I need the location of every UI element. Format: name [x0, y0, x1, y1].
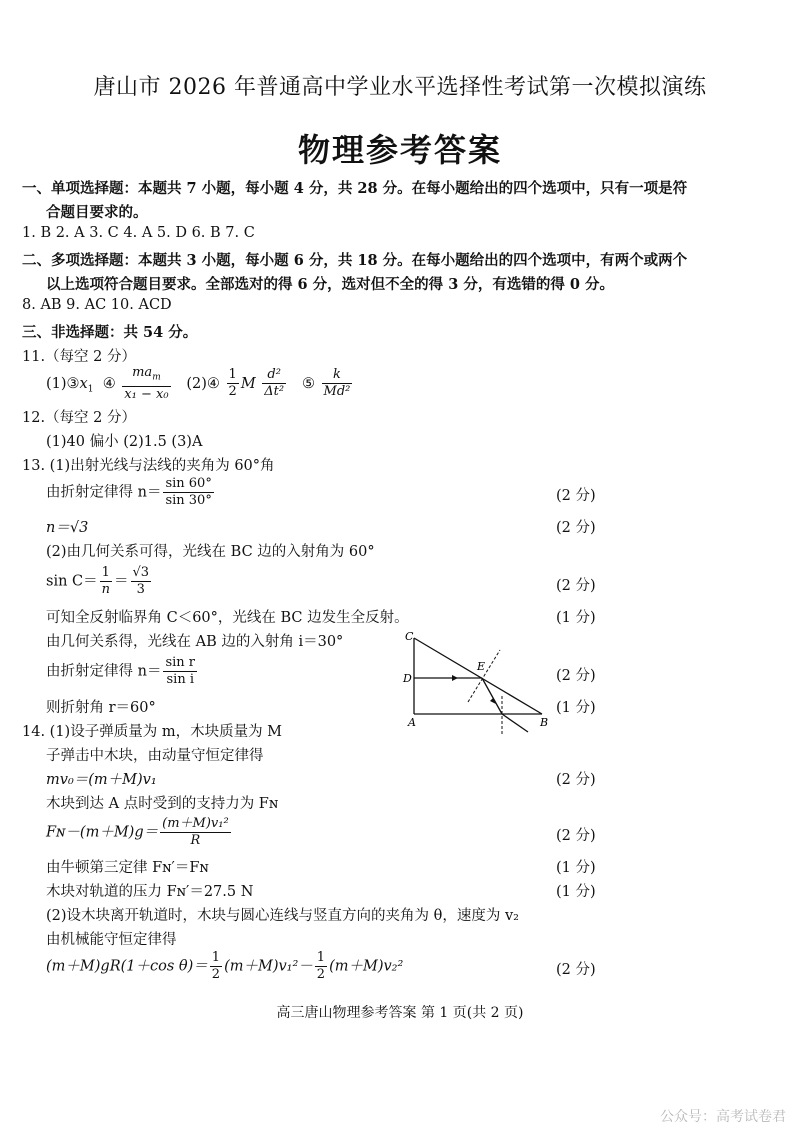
q14-line1: 14. (1)设子弹质量为 m，木块质量为 M — [22, 724, 283, 740]
q13-line6-score: (1 分) — [556, 610, 596, 626]
q11-half-den: 2 — [228, 384, 237, 400]
q11-frac2-den: Δt² — [264, 384, 285, 400]
q11-x1-sub: 1 — [87, 384, 94, 395]
q13-line8-frac — [163, 655, 197, 688]
section2-answers: 8. AB 9. AC 10. ACD — [22, 297, 172, 313]
q13-line6: 可知全反射临界角 C＜60°，光线在 BC 边发生全反射。 — [46, 610, 409, 626]
q13-line9: 则折射角 r＝60° — [46, 700, 156, 716]
q13-line5 — [46, 565, 153, 598]
section1-desc-line1: 一、单项选择题：本题共 7 小题，每小题 4 分，共 28 分。在每小题给出的四个选项中，只有一项是符 — [22, 180, 688, 197]
q14-line5-score: (2 分) — [556, 828, 596, 844]
exam-title: 唐山市 2026 年普通高中学业水平选择性考试第一次模拟演练 — [93, 75, 707, 100]
q13-line2-frac — [163, 476, 213, 509]
q11-half-num: 1 — [228, 367, 237, 383]
q11-p2: (2)④ — [186, 375, 220, 392]
q14-line7: 木块对轨道的压力 Fɴ′＝27.5 N — [46, 884, 254, 900]
q11-p5: ⑤ — [301, 375, 315, 392]
q14-line3-score: (2 分) — [556, 772, 596, 788]
q11-x1: x — [79, 375, 88, 392]
q13-line7: 由几何关系得，光线在 AB 边的入射角 i＝30° — [46, 634, 344, 650]
q14-line5 — [46, 816, 233, 849]
q13-line2-den: sin 30° — [165, 493, 212, 508]
q14-line5-frac — [160, 816, 231, 849]
section2-desc-line1: 二、多项选择题：本题共 3 小题，每小题 6 分，共 18 分。在每小题给出的四个选项中，有两个或两个 — [22, 252, 688, 269]
q14-line10-h2n: 1 — [316, 950, 326, 965]
q14-line5-pre: Fɴ－(m＋M)g＝ — [46, 824, 159, 841]
q11-frac3 — [322, 367, 353, 400]
q13-line2-score: (2 分) — [556, 488, 596, 504]
q14-line2: 子弹击中木块，由动量守恒定律得 — [46, 748, 264, 764]
q14-line7-score: (1 分) — [556, 884, 596, 900]
q13-line3-score: (2 分) — [556, 520, 596, 536]
q11-frac1-num-sub: m — [152, 372, 161, 383]
q13-line5-pre: sin C＝ — [46, 573, 98, 590]
q13-line5-num2: √3 — [132, 565, 150, 580]
q11-answers — [46, 365, 354, 408]
q11-M: M — [240, 375, 256, 392]
q11-head: 11.（每空 2 分） — [22, 349, 137, 365]
label-c: C — [405, 630, 414, 643]
label-d: D — [403, 672, 412, 685]
section1-desc-line2: 合题目要求的。 — [46, 204, 148, 221]
q11-p4: ④ — [102, 375, 116, 392]
q13-line2-pre: 由折射定律得 n＝ — [46, 484, 162, 501]
q13-line5-frac2 — [131, 565, 152, 598]
q11-half — [227, 367, 239, 400]
q13-line8-den: sin i — [166, 672, 194, 687]
light-ray-reflected — [482, 678, 502, 714]
q14-line8: (2)设木块离开轨道时，木块与圆心连线与竖直方向的夹角为 θ，速度为 v₂ — [46, 908, 519, 924]
q14-line10-half2 — [315, 950, 327, 983]
q13-line5-num: 1 — [100, 565, 112, 582]
q13-line8-score: (2 分) — [556, 668, 596, 684]
q11-frac3-num: k — [322, 367, 353, 384]
q14-line10 — [46, 950, 403, 983]
q11-frac1 — [122, 365, 170, 403]
light-ray-out — [502, 714, 528, 732]
label-a: A — [408, 716, 416, 729]
q11-frac3-den: Md² — [323, 384, 351, 400]
q14-line10-half1 — [210, 950, 222, 983]
q14-line10-score: (2 分) — [556, 962, 596, 978]
ray-arrow-1 — [452, 675, 458, 681]
document-title: 物理参考答案 — [297, 131, 502, 169]
q13-line3: n＝√3 — [46, 520, 89, 536]
q13-line8-num: sin r — [165, 655, 196, 670]
q14-line5-num: (m＋M)v₁² — [162, 816, 229, 831]
q14-line5-den: R — [190, 833, 201, 848]
q11-frac1-num: ma — [132, 365, 153, 380]
q11-frac2-num: d² — [262, 367, 286, 384]
q13-line5-den: n — [101, 582, 110, 597]
q13-line8-pre: 由折射定律得 n＝ — [46, 663, 162, 680]
q14-line10-b: (m＋M)v₁²－ — [224, 958, 313, 975]
q14-line10-c: (m＋M)v₂² — [329, 958, 404, 975]
watermark: 公众号：高考试卷君 — [660, 1109, 786, 1125]
q12-head: 12.（每空 2 分） — [22, 410, 137, 426]
label-b: B — [540, 716, 549, 729]
q13-line5-eq: ＝ — [114, 573, 129, 590]
q14-line10-h2d: 2 — [316, 967, 326, 982]
q13-line1: 13. (1)出射光线与法线的夹角为 60°角 — [22, 458, 275, 474]
q11-frac2 — [262, 367, 286, 400]
q14-line4: 木块到达 A 点时受到的支持力为 Fɴ — [46, 796, 279, 812]
q14-line10-a: (m＋M)gR(1＋cos θ)＝ — [46, 958, 208, 975]
q13-line2 — [46, 476, 216, 509]
normal-at-e — [468, 650, 500, 702]
q14-line9: 由机械能守恒定律得 — [46, 932, 177, 948]
q13-line5-score: (2 分) — [556, 578, 596, 594]
q13-line8 — [46, 655, 199, 688]
q14-line10-h1n: 1 — [211, 950, 221, 965]
q14-line10-h1d: 2 — [211, 967, 221, 982]
q13-line5-den2: 3 — [136, 582, 145, 597]
section1-answers: 1. B 2. A 3. C 4. A 5. D 6. B 7. C — [22, 225, 255, 241]
q13-line4: (2)由几何关系可得，光线在 BC 边的入射角为 60° — [46, 544, 375, 560]
q14-line3: mv₀＝(m＋M)v₁ — [46, 772, 157, 788]
q11-p1: (1)③ — [46, 375, 80, 392]
q12-answers: (1)40 偏小 (2)1.5 (3)A — [46, 434, 203, 450]
page-footer: 高三唐山物理参考答案 第 1 页(共 2 页) — [276, 1005, 524, 1021]
section3-desc: 三、非选择题：共 54 分。 — [22, 324, 198, 341]
section2-desc-line2: 以上选项符合题目要求。全部选对的得 6 分，选对但不全的得 3 分，有选错的得 0 分。 — [46, 276, 615, 293]
label-e: E — [477, 660, 486, 673]
q11-frac1-den: x₁ − x₀ — [124, 386, 169, 402]
q13-line9-score: (1 分) — [556, 700, 596, 716]
q14-line6-score: (1 分) — [556, 860, 596, 876]
prism-edge-cb — [414, 638, 542, 714]
prism-optics-figure — [400, 630, 560, 740]
q14-line6: 由牛顿第三定律 Fɴ′＝Fɴ — [46, 860, 209, 876]
q13-line2-num: sin 60° — [165, 476, 212, 491]
q13-line5-frac1 — [100, 565, 112, 598]
